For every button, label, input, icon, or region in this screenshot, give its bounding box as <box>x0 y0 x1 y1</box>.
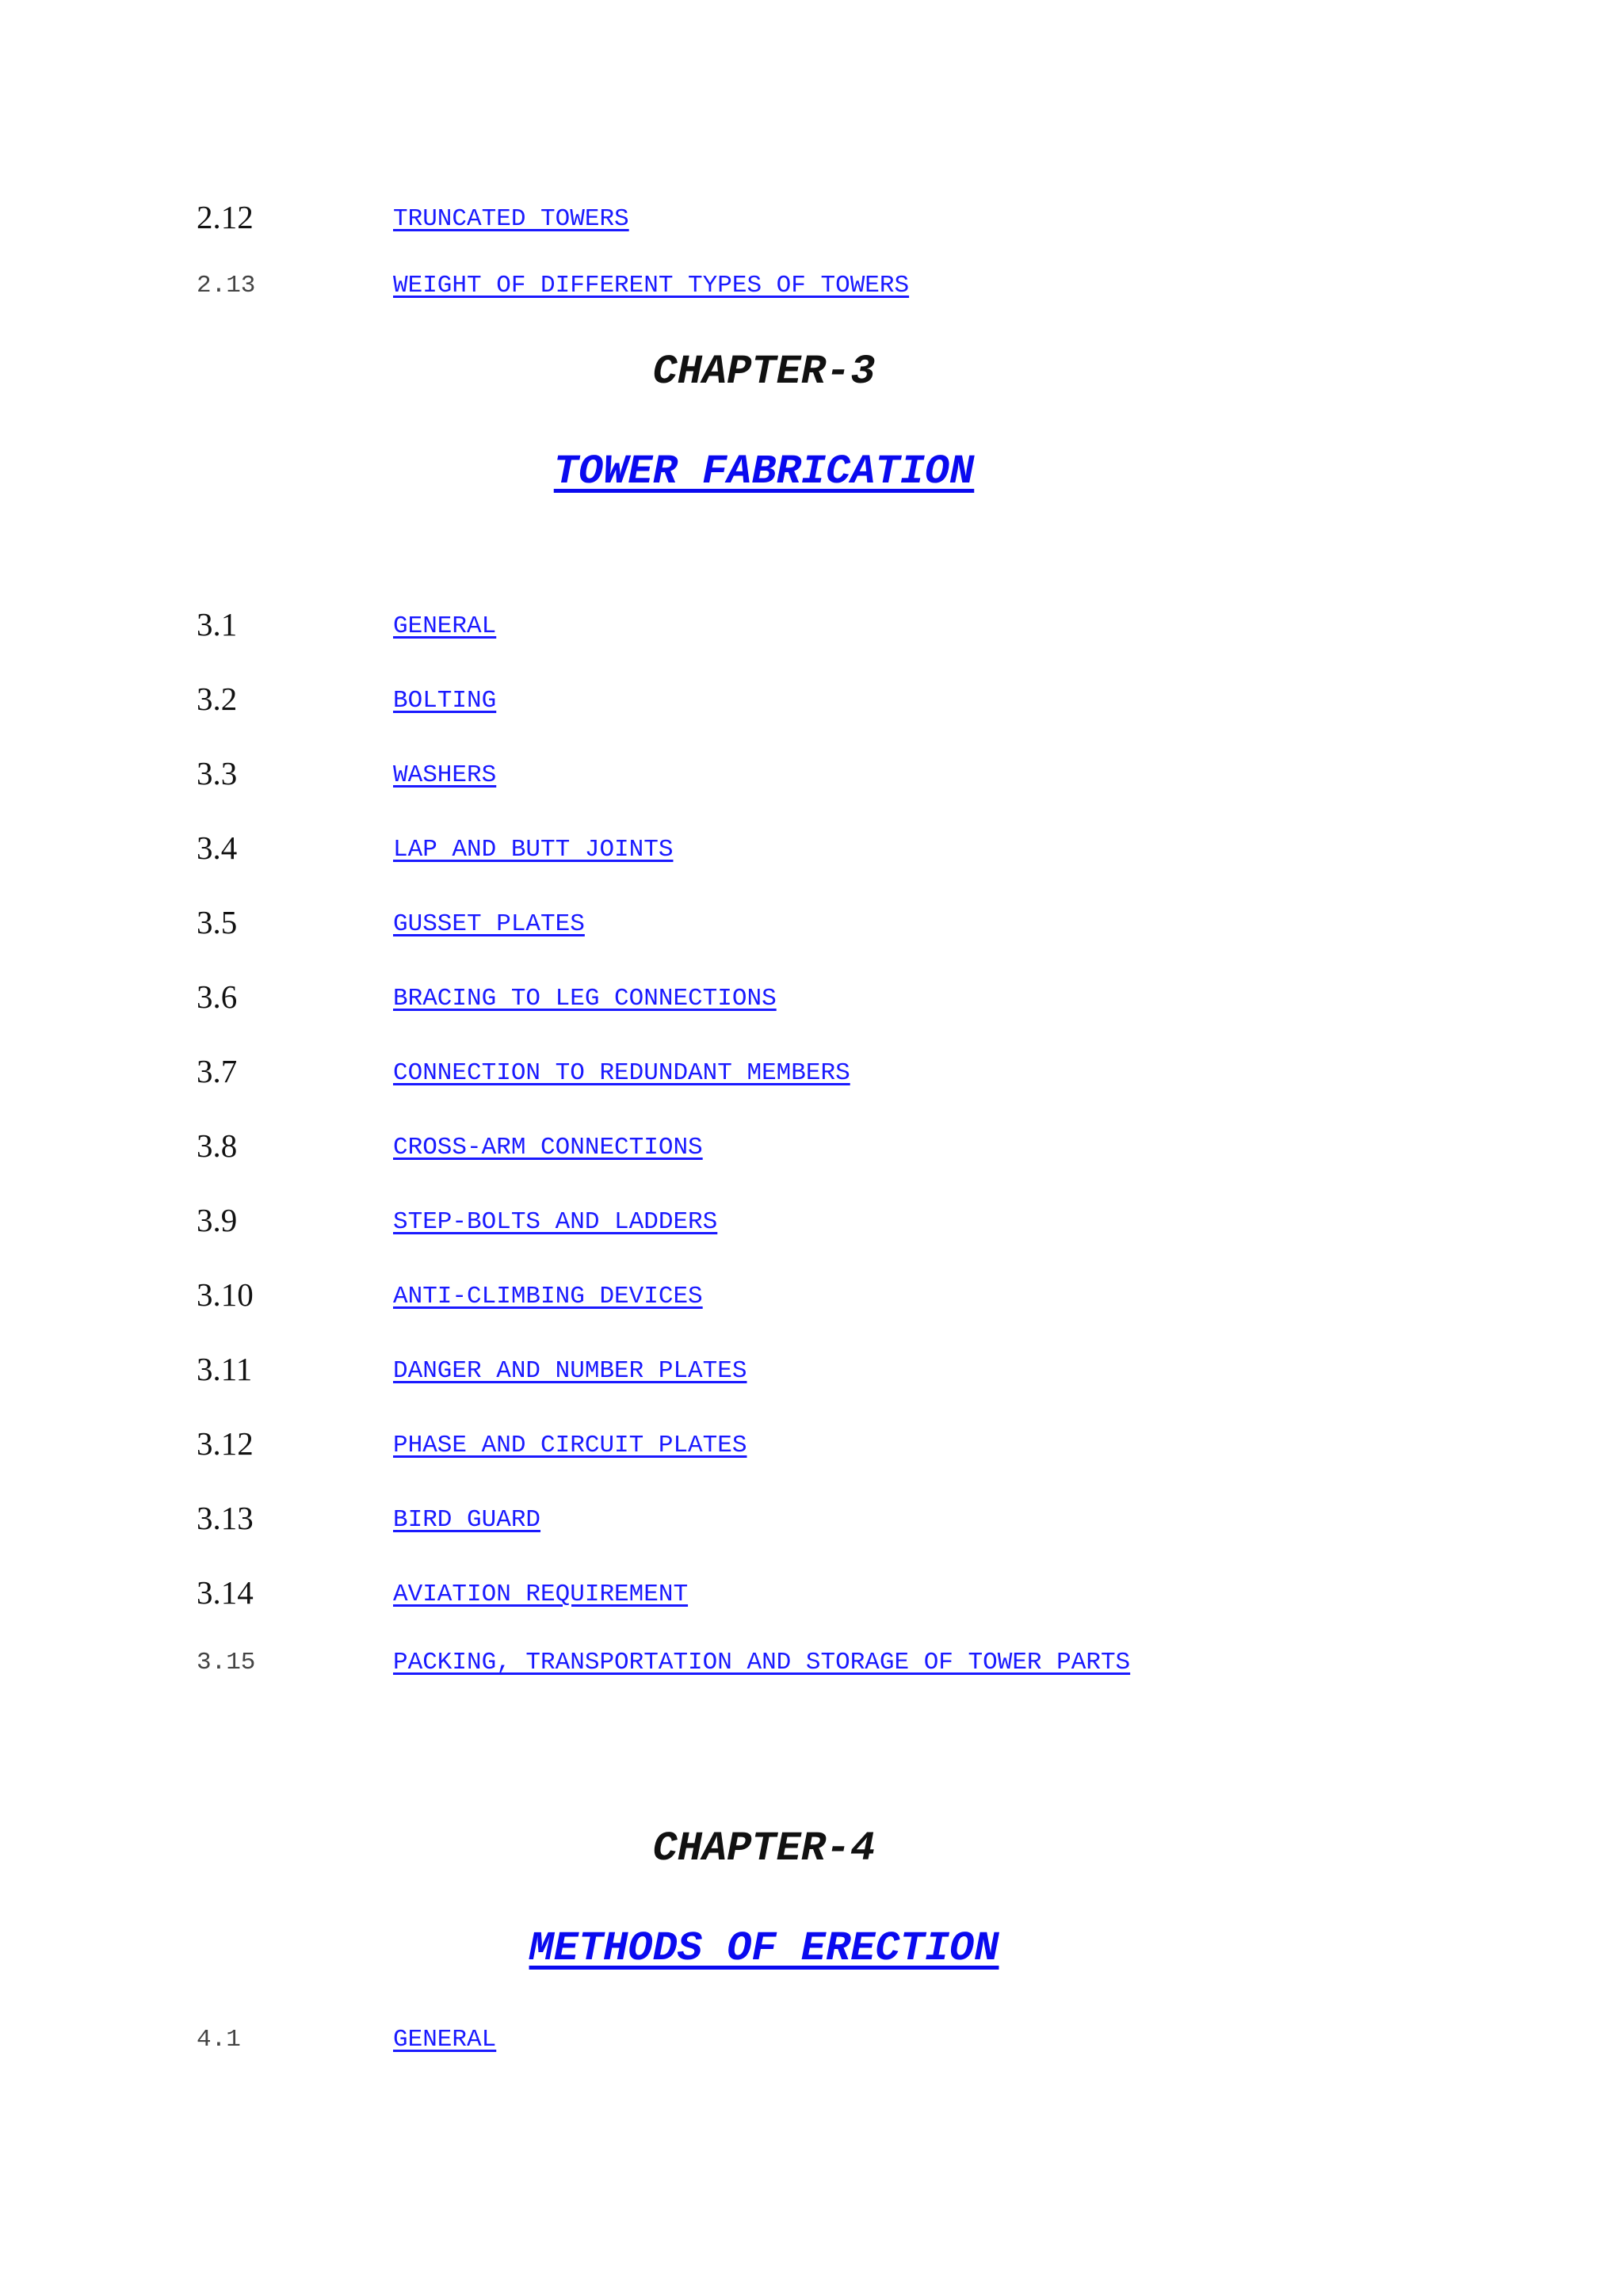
toc-entry-number: 3.11 <box>197 1351 253 1387</box>
toc-entry-link[interactable]: GENERAL <box>393 2026 497 2054</box>
chapter-title-link[interactable]: TOWER FABRICATION <box>553 448 975 495</box>
toc-entry-link[interactable]: DANGER AND NUMBER PLATES <box>393 1357 747 1385</box>
toc-entry-link[interactable]: WASHERS <box>393 761 497 789</box>
toc-entry-link[interactable]: ANTI-CLIMBING DEVICES <box>393 1283 703 1310</box>
toc-entry-number: 3.1 <box>197 606 238 643</box>
toc-entry-link[interactable]: GUSSET PLATES <box>393 910 585 938</box>
toc-entry-number: 3.9 <box>197 1202 238 1238</box>
toc-entry-number: 3.13 <box>197 1500 254 1536</box>
toc-entry-number: 3.7 <box>197 1053 238 1089</box>
toc-entry-number: 2.13 <box>197 272 256 299</box>
toc-entry-link[interactable]: CONNECTION TO REDUNDANT MEMBERS <box>393 1059 850 1087</box>
toc-entry-link[interactable]: CROSS-ARM CONNECTIONS <box>393 1134 703 1161</box>
toc-entry-number: 3.2 <box>197 681 238 717</box>
chapter-heading: CHAPTER-3 <box>652 349 876 395</box>
toc-entry-link[interactable]: TRUNCATED TOWERS <box>393 205 629 233</box>
toc-entry-number: 3.8 <box>197 1127 238 1164</box>
toc-entry-number: 3.14 <box>197 1574 254 1611</box>
toc-entry-link[interactable]: GENERAL <box>393 612 497 640</box>
toc-entry-number: 3.4 <box>197 830 238 866</box>
toc-entry-number: 3.3 <box>197 755 238 791</box>
toc-entry-link[interactable]: PACKING, TRANSPORTATION AND STORAGE OF TOWER PARTS <box>393 1649 1131 1676</box>
toc-entry-link[interactable]: WEIGHT OF DIFFERENT TYPES OF TOWERS <box>393 272 910 299</box>
toc-entry-number: 4.1 <box>197 2026 241 2054</box>
chapter-heading: CHAPTER-4 <box>652 1825 876 1872</box>
toc-entry-number: 3.6 <box>197 978 238 1015</box>
toc-entry-link[interactable]: BIRD GUARD <box>393 1506 541 1534</box>
toc-entry-number: 3.10 <box>197 1276 254 1313</box>
chapter-title-link[interactable]: METHODS OF ERECTION <box>529 1925 999 1972</box>
toc-entry-link[interactable]: BOLTING <box>393 687 497 715</box>
toc-entry-number: 3.12 <box>197 1425 254 1462</box>
toc-entry-number: 3.5 <box>197 904 238 940</box>
toc-entry-number: 3.15 <box>197 1649 256 1676</box>
toc-entry-link[interactable]: LAP AND BUTT JOINTS <box>393 836 674 864</box>
toc-entry-link[interactable]: STEP-BOLTS AND LADDERS <box>393 1208 718 1236</box>
toc-entry-link[interactable]: PHASE AND CIRCUIT PLATES <box>393 1432 747 1459</box>
toc-entry-link[interactable]: BRACING TO LEG CONNECTIONS <box>393 985 777 1013</box>
toc-entry-number: 2.12 <box>197 199 254 235</box>
toc-entry-link[interactable]: AVIATION REQUIREMENT <box>393 1581 689 1608</box>
